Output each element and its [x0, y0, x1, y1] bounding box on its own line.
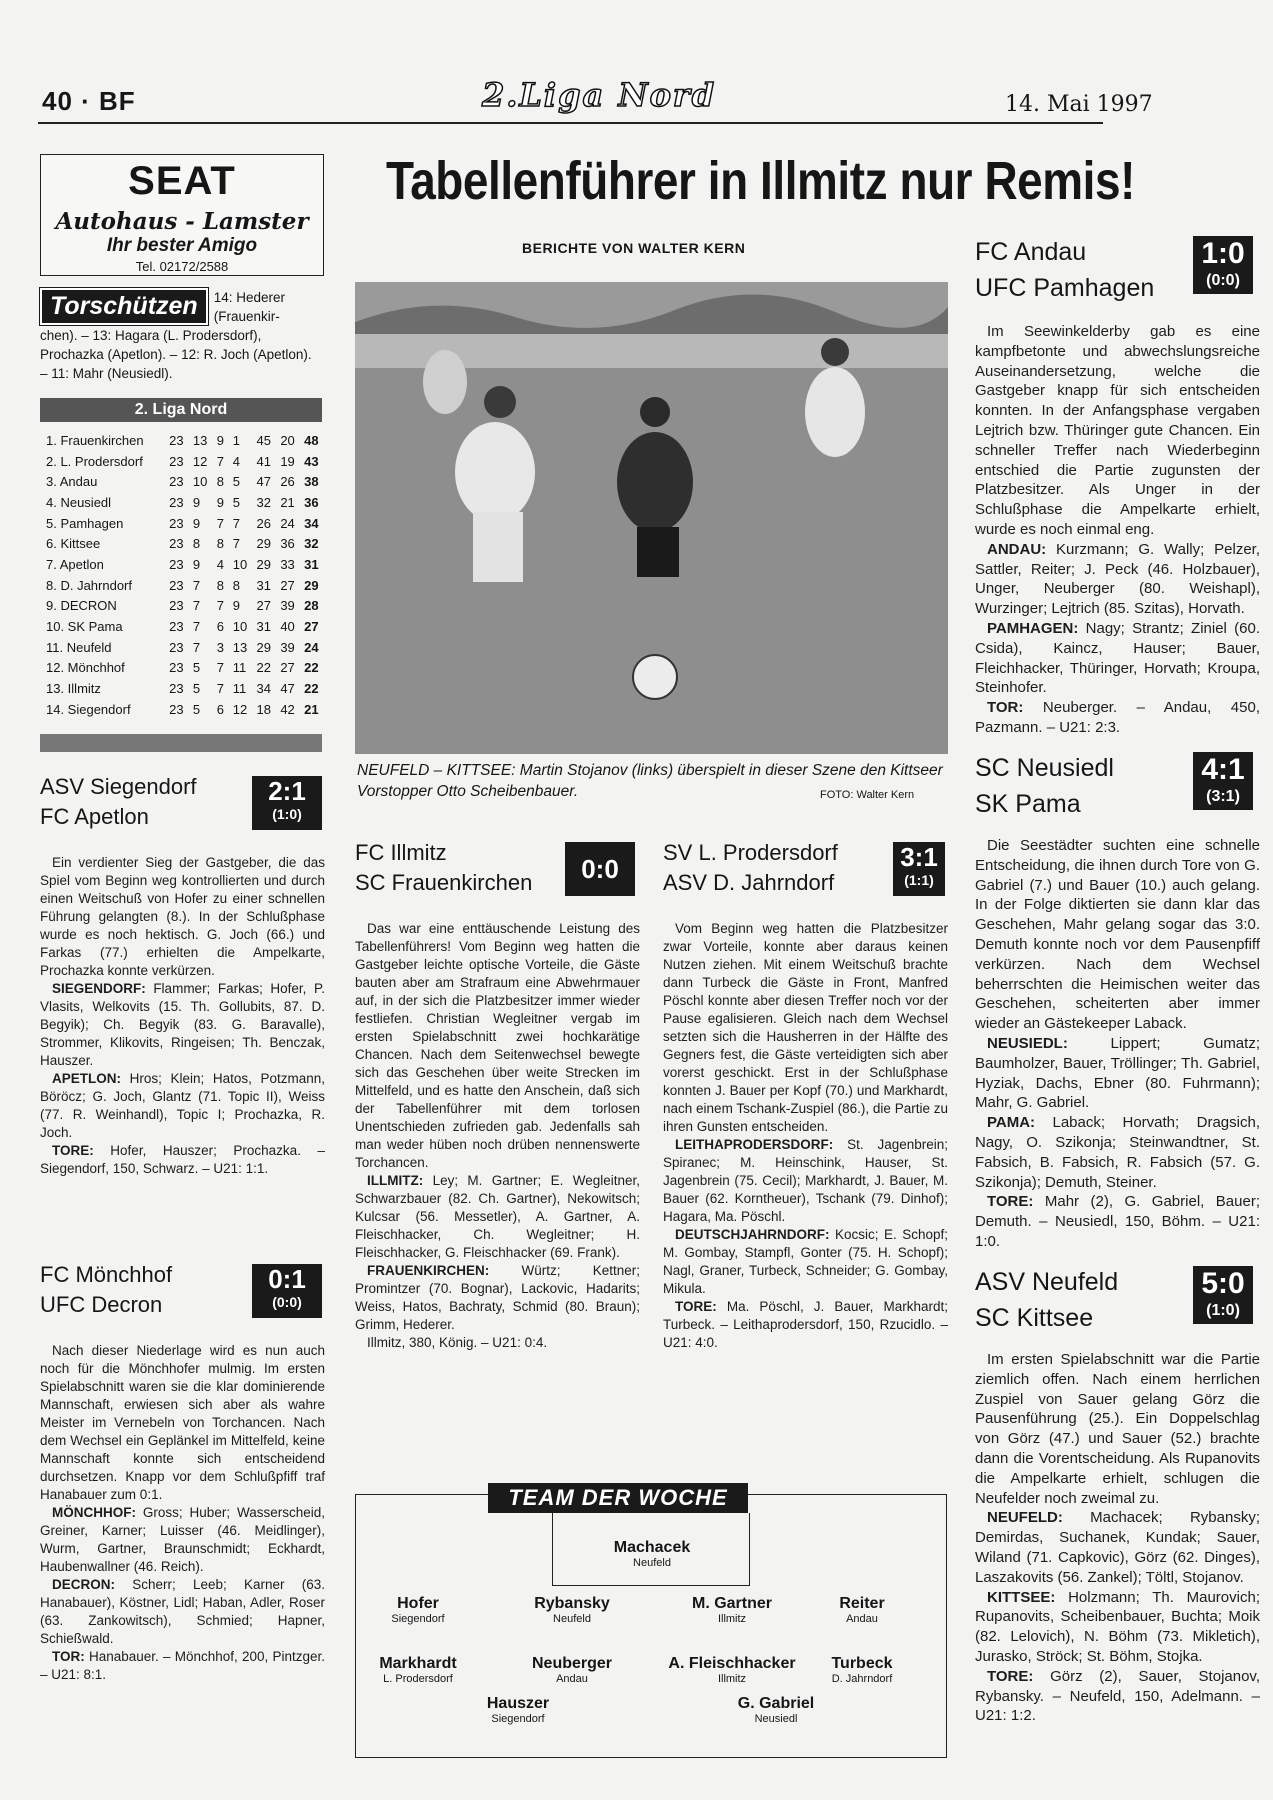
stat-cell: 12 — [232, 701, 248, 717]
player-club: Andau — [556, 1673, 588, 1685]
score-badge — [252, 776, 322, 830]
score-badge — [252, 1264, 322, 1318]
stat-cell: 7 — [216, 598, 224, 614]
stat-cell: 26 — [256, 515, 271, 531]
report-text: Ein verdienter Sieg der Gastgeber, die das Spiel vom Beginn weg kontrollierten und durch einen Weitschuß von Hofer zu einer schnellen Führung gelangten (8.). In der Schlußphase wurde es noch hektisch. G. Joch (66.) und Farkas (77.) erhielten die Ampelkarte, Prochazka konnte verkürzen. — [40, 855, 325, 978]
stat-cell: 23 — [169, 453, 184, 469]
standings-row — [44, 575, 326, 596]
match-photo — [355, 282, 948, 754]
team-name: 14. Siegendorf — [46, 701, 131, 717]
standings-row — [44, 637, 326, 658]
stat-cell: 23 — [169, 660, 184, 676]
score: 0:1 — [268, 1264, 306, 1294]
standings-table — [44, 430, 326, 720]
team-of-week-player — [792, 1595, 932, 1625]
match-moenchhof — [40, 1260, 325, 1684]
report-text: Im ersten Spielabschnitt war die Partie ziemlich offen. Nach einem herrlichen Zuspiel von Sauer gelang Görz die Pausenführung (25.). Ein Doppelschlag von Görz (47.) und Sauer (52.) brachte dann die Vorentscheidung. Als Rupanovits die Ampelkarte erhielt, schlugen die Neufelder noch zweimal zu. — [975, 1351, 1260, 1507]
stat-cell: 23 — [169, 432, 184, 448]
lineup-label: NEUFELD: — [987, 1509, 1063, 1527]
stat-cell: 8 — [216, 536, 224, 552]
player-club: Neufeld — [633, 1557, 671, 1569]
home-team: FC Andau — [975, 238, 1087, 266]
stat-cell: 27 — [280, 577, 295, 593]
stat-cell: 23 — [169, 639, 184, 655]
goals: Görz (2), Sauer, Stojanov, Rybansky. – Neufeld, 150, Adelmann. – U21: 1:2. — [975, 1667, 1260, 1725]
team-name: 8. D. Jahrndorf — [46, 577, 132, 593]
points: 36 — [304, 494, 319, 510]
lineup: Würtz; Kettner; Promintzer (70. Bognar), Lackovic, Hadarits; Weiss, Hatos, Bachraty, Schmid (80. Braun); Grimm, Hederer. — [355, 1263, 640, 1332]
stat-cell: 33 — [280, 556, 295, 572]
player-club: Siegendorf — [491, 1713, 545, 1725]
lineup-label: DEUTSCHJAHRNDORF: — [675, 1227, 830, 1242]
stat-cell: 23 — [169, 681, 184, 697]
score-badge — [1193, 236, 1253, 294]
match-prodersdorf — [663, 838, 948, 1352]
player-club: D. Jahrndorf — [831, 1673, 893, 1685]
score: 2:1 — [268, 776, 306, 806]
stat-cell: 22 — [256, 660, 271, 676]
player-club: Illmitz — [717, 1613, 747, 1625]
header-rule — [38, 122, 1103, 124]
player-club: Neufeld — [553, 1613, 591, 1625]
scorers-box — [40, 288, 322, 383]
standings-row — [44, 596, 326, 617]
lineup: Scherr; Leeb; Karner (63. Hanabauer), Köstner, Lidl; Haban, Adler, Roser (63. Zankowitsch), Schmied; Hapner, Schießwald. — [40, 1577, 325, 1646]
stat-cell: 7 — [192, 577, 201, 593]
team-name: 9. DECRON — [46, 598, 117, 614]
stat-cell: 23 — [169, 515, 184, 531]
stat-cell: 7 — [232, 515, 240, 531]
stat-cell: 42 — [280, 701, 295, 717]
player-club: Illmitz — [717, 1673, 747, 1685]
player-club: Siegendorf — [391, 1613, 445, 1625]
stat-cell: 23 — [169, 598, 184, 614]
stat-cell: 5 — [232, 474, 240, 490]
team-name: 1. Frauenkirchen — [46, 432, 144, 448]
player-name: Hauszer — [486, 1695, 550, 1712]
goals: Ma. Pöschl, J. Bauer, Markhardt; Turbeck. – Leithaprodersdorf, 150, Rzucidlo. – U21: 4:0. — [663, 1299, 948, 1350]
stat-cell: 7 — [192, 598, 201, 614]
stat-cell: 3 — [216, 639, 224, 655]
caption-text: NEUFELD – KITTSEE: Martin Stojanov (links) überspielt in dieser Szene den Kittseer Vorstopper Otto Scheibenbauer. — [357, 762, 943, 800]
standings-row — [44, 699, 326, 720]
stat-cell: 23 — [169, 494, 184, 510]
team-name: 4. Neusiedl — [46, 494, 112, 510]
stat-cell: 9 — [216, 494, 224, 510]
lineup-label: SIEGENDORF: — [52, 981, 146, 996]
team-name: 12. Mönchhof — [46, 660, 125, 676]
player-name: Rybansky — [534, 1595, 610, 1612]
lineup-label: MÖNCHHOF: — [52, 1505, 136, 1520]
score-badge — [893, 842, 945, 896]
lineup-label: LEITHAPRODERSDORF: — [675, 1137, 834, 1152]
player-club: Andau — [846, 1613, 878, 1625]
player-club: L. Prodersdorf — [383, 1673, 453, 1685]
stat-cell: 7 — [216, 453, 224, 469]
ad-slogan: Ihr bester Amigo — [106, 235, 258, 256]
team-name: 3. Andau — [46, 474, 98, 490]
stat-cell: 9 — [192, 556, 201, 572]
player-name: A. Fleischhacker — [668, 1655, 796, 1672]
standings-row — [44, 471, 326, 492]
goals: Mahr (2), G. Gabriel, Bauer; Demuth. – Neusiedl, 150, Böhm. – U21: 1:0. — [975, 1193, 1260, 1250]
match-report — [40, 854, 325, 1178]
stat-cell: 9 — [216, 432, 224, 448]
goals: Hofer, Hauszer; Prochazka. – Siegendorf, 150, Schwarz. – U21: 1:1. — [40, 1143, 325, 1176]
lineup: Kocsic; E. Schopf; M. Gombay, Stampfl, Gonter (75. H. Schopf); Nagl, Graner, Turbeck, Schneider; G. Gombay, Mikula. — [663, 1227, 948, 1296]
standings-row — [44, 513, 326, 534]
halftime-score: (1:0) — [272, 806, 302, 822]
team-of-the-week — [355, 1485, 947, 1758]
stat-cell: 24 — [280, 515, 295, 531]
stat-cell: 8 — [216, 474, 224, 490]
goals-label: TORE: — [675, 1299, 717, 1314]
home-team: FC Illmitz — [355, 840, 447, 865]
halftime-score: (0:0) — [1206, 272, 1240, 289]
stat-cell: 40 — [280, 619, 295, 635]
score-badge — [1193, 1266, 1253, 1324]
home-team: FC Mönchhof — [40, 1262, 173, 1287]
team-name: 11. Neufeld — [46, 639, 112, 655]
standings-title: 2. Liga Nord — [40, 398, 322, 422]
photo-credit: FOTO: Walter Kern — [820, 789, 915, 801]
stat-cell: 41 — [256, 453, 271, 469]
team-of-week-player — [582, 1539, 722, 1569]
team-name: 13. Illmitz — [46, 681, 101, 697]
match-neusiedl — [975, 750, 1260, 822]
goals: Neuberger. – Andau, 450, Pazmann. – U21: 2:3. — [975, 699, 1260, 736]
standings-row — [44, 492, 326, 513]
team-name: 5. Pamhagen — [46, 515, 124, 531]
goals-label: TORE: — [52, 1143, 94, 1158]
score: 4:1 — [1201, 753, 1245, 786]
home-team: ASV Siegendorf — [40, 774, 197, 799]
stat-cell: 7 — [216, 681, 224, 697]
ad-dealer: Autohaus - Lamster — [55, 208, 309, 235]
seat-advertisement — [40, 154, 324, 276]
stat-cell: 19 — [280, 453, 295, 469]
points: 43 — [304, 453, 319, 469]
player-name: Hofer — [397, 1595, 439, 1612]
away-team: UFC Pamhagen — [975, 274, 1155, 302]
team-of-week-player — [792, 1655, 932, 1685]
stat-cell: 7 — [192, 619, 201, 635]
goals-label: TORE: — [987, 1667, 1034, 1685]
team-of-week-player — [706, 1695, 846, 1725]
points: 28 — [304, 598, 319, 614]
score: 0:0 — [581, 854, 619, 884]
halftime-score: (3:1) — [1206, 788, 1240, 805]
stat-cell: 5 — [192, 701, 201, 717]
points: 29 — [304, 577, 319, 593]
stat-cell: 23 — [169, 536, 184, 552]
photo-credit-wrap — [820, 783, 914, 806]
stat-cell: 9 — [192, 494, 201, 510]
halftime-score: (0:0) — [272, 1294, 302, 1310]
team-name: 6. Kittsee — [46, 536, 101, 552]
match-andau — [975, 234, 1260, 306]
stat-cell: 20 — [280, 432, 295, 448]
team-name: 7. Apetlon — [46, 556, 104, 572]
away-team: SC Frauenkirchen — [355, 870, 533, 895]
standings-row — [44, 554, 326, 575]
report-text: Im Seewinkelderby gab es eine kampfbetonte und abwechslungsreiche Auseinandersetzung, welche die Gastgeber knapp für sich entscheiden konnten. In der Anfangsphase vergaben Lejtrich bzw. Thüringer gute Chancen. Ein schneller Treffer nach Wiederbeginn entschied die Partie zugunsten der Platzbesitzer. Als Unger in der Schlußphase die Ampelkarte erhielt, wurde es noch einmal eng. — [975, 323, 1260, 538]
lineup-label: APETLON: — [52, 1071, 121, 1086]
stat-cell: 8 — [192, 536, 201, 552]
points: 22 — [304, 681, 319, 697]
stat-cell: 39 — [280, 598, 295, 614]
stat-cell: 7 — [192, 639, 201, 655]
points: 22 — [304, 660, 319, 676]
stat-cell: 27 — [280, 660, 295, 676]
stat-cell: 11 — [232, 660, 247, 676]
stat-cell: 6 — [216, 701, 224, 717]
lineup: Kurzmann; G. Wally; Pelzer, Sattler, Reiter; J. Peck (46. Holzbauer), Unger, Neuberger (80. Weishapl), Wurzinger; Lejtrich (85. Szitas), Horvath. — [975, 540, 1260, 618]
lineup: Ley; M. Gartner; E. Wegleitner, Schwarzbauer (82. Ch. Gartner), Nekowitsch; Kulcsar (56. Messetler), A. Gartner, A. Fleischhacker, Ch. Wegleitner; H. Fleischhacker, G. Fleischhacker (69. Frank). — [355, 1173, 640, 1260]
team-name: 2. L. Prodersdorf — [46, 453, 143, 469]
player-name: Markhardt — [379, 1655, 457, 1672]
stat-cell: 23 — [169, 474, 184, 490]
goals-label: TOR: — [987, 699, 1024, 717]
standings-row — [44, 616, 326, 637]
lineup-label: PAMHAGEN: — [987, 619, 1079, 637]
stat-cell: 39 — [280, 639, 295, 655]
away-team: UFC Decron — [40, 1292, 163, 1317]
player-name: Turbeck — [831, 1655, 893, 1672]
points: 38 — [304, 474, 319, 490]
stat-cell: 7 — [216, 515, 224, 531]
ad-phone: Tel. 02172/2588 — [135, 259, 229, 274]
match-report-neusiedl — [975, 836, 1260, 1252]
player-name: G. Gabriel — [737, 1695, 815, 1712]
halftime-score: (1:0) — [1206, 1302, 1240, 1319]
lineup-label: ILLMITZ: — [367, 1173, 424, 1188]
stat-cell: 47 — [280, 681, 295, 697]
player-club: Neusiedl — [754, 1713, 798, 1725]
stat-cell: 7 — [216, 660, 224, 676]
stat-cell: 5 — [192, 660, 201, 676]
stat-cell: 13 — [232, 639, 248, 655]
byline: BERICHTE VON WALTER KERN — [522, 240, 746, 256]
score-badge — [1193, 752, 1253, 810]
lineup-label: DECRON: — [52, 1577, 115, 1592]
team-of-week-title: TEAM DER WOCHE — [488, 1483, 748, 1513]
stat-cell: 4 — [232, 453, 240, 469]
stat-cell: 10 — [232, 619, 248, 635]
points: 32 — [304, 536, 319, 552]
stat-cell: 1 — [232, 432, 240, 448]
lineup: Gross; Huber; Wasserscheid, Greiner, Karner; Luisser (46. Meidlinger), Wurm, Gartner, Braunschmidt; Eckhardt, Haubenwallner (46. Reich). — [40, 1505, 325, 1574]
standings-row — [44, 430, 326, 451]
scorers-badge: Torschützen — [40, 288, 208, 325]
lineup: St. Jagenbrein; Spiranec; M. Heinschink, Hauser, St. Jagenbrein (75. Cecil); Markhardt, J. Bauer, M. Bauer (62. Korntheuer), Tschank (79. Dinhof); Hagara, Ma. Pöschl. — [663, 1137, 948, 1224]
stat-cell: 5 — [232, 494, 240, 510]
stat-cell: 8 — [216, 577, 224, 593]
team-of-week-player — [662, 1655, 802, 1685]
standings-row — [44, 451, 326, 472]
stat-cell: 27 — [256, 598, 271, 614]
stat-cell: 29 — [256, 536, 271, 552]
stat-cell: 45 — [256, 432, 271, 448]
stat-cell: 23 — [169, 619, 184, 635]
halftime-score: (1:1) — [904, 872, 934, 888]
away-team: ASV D. Jahrndorf — [663, 870, 835, 895]
match-illmitz — [355, 838, 640, 1352]
player-name: M. Gartner — [691, 1595, 772, 1612]
report-text: Nach dieser Niederlage wird es nun auch noch für die Mönchhofer mulmig. Im ersten Spielabschnitt waren sie die klar dominierende Mannschaft, erwiesen sich aber als wahre Meister im Vernebeln von Torchancen. Nach dem Wechsel ein Geplänkel im Mittelfeld, keine Mannschaft konnte sich entscheidend durchsetzen. Knapp vor dem Schlußpfiff traf Hanabauer zum 0:1. — [40, 1343, 325, 1502]
match-report-neufeld — [975, 1350, 1260, 1726]
report-text: Das war eine enttäuschende Leistung des Tabellenführers! Vom Beginn weg hatten die Gastgeber leichte optische Vorteile, die Gäste bauten aber am Strafraum eine Abwehrmauer auf, in der sich die Platzbesitzer immer wieder festliefen. Christian Wegleitner vergab im ersten Spielabschnitt zwei hochkarätige Chancen. Nach dem Seitenwechsel bewegte sich das Geschehen über weite Strecken im Mittelfeld, und es hatte den Anschein, daß sich der Tabellenführer mit dem torlosen Unentschieden zufrieden gab. Jedenfalls sah man weder hüben noch drüben nennenswerte Torchancen. — [355, 921, 640, 1170]
team-of-week-player — [448, 1695, 588, 1725]
stat-cell: 31 — [256, 619, 271, 635]
team-of-week-player — [502, 1595, 642, 1625]
lineup: Lippert; Gumatz; Baumholzer, Bauer, Tröllinger; Th. Gabriel, Hyziak, Dachs, Ebner (80. Fuhrmann); Mahr, G. Gabriel. — [975, 1034, 1260, 1112]
lineup: Machacek; Rybansky; Demirdas, Suchanek, Kundak; Sauer, Wiland (71. Capkovic), Görz (62. Dinges), Laszakovits (56. Zankel); Töltl, Stojanov. — [975, 1509, 1260, 1586]
team-name: 10. SK Pama — [46, 619, 123, 635]
headline: Tabellenführer in Illmitz nur Remis! — [386, 151, 1135, 211]
scorers-text: chen). – 13: Hagara (L. Prodersdorf), Prochazka (Apetlon). – 12: R. Joch (Apetlon). – 11: Mahr (Neusiedl). — [40, 328, 312, 381]
standings-row — [44, 658, 326, 679]
section-title: 2.Liga Nord — [482, 76, 717, 114]
stat-cell: 11 — [232, 681, 247, 697]
lineup: Laback; Horvath; Dragsich, Nagy, O. Szikonja; Steinwandtner, St. Fabsich, B. Fabsich, R. Fabsich (57. G. Szikonja); Demuth, Steiner. — [975, 1114, 1260, 1191]
issue-date: 14. Mai 1997 — [1005, 92, 1153, 117]
stat-cell: 10 — [192, 474, 208, 490]
team-of-week-player — [662, 1595, 802, 1625]
goals-label: TOR: — [52, 1649, 85, 1664]
team-of-week-player — [348, 1595, 488, 1625]
home-team: SV L. Prodersdorf — [663, 840, 838, 865]
score: 1:0 — [1201, 237, 1245, 270]
goals: Hanabauer. – Mönchhof, 200, Pintzger. – U21: 8:1. — [40, 1649, 325, 1682]
report-text: Die Seestädter suchten eine schnelle Entscheidung, die ihnen durch Tore von G. Gabriel (7.) und Bauer (10.) auch gelang. In der Folge diktierten sie dann klar das Geschehen, Mahr gelang sogar das 3:0. Demuth konnte noch vor dem Pausenpfiff verkürzen. Nach dem Wechsel beherrschten die Heimischen weiter das Geschehen, scheiterten aber immer wieder an Gästekeeper Laback. — [975, 837, 1260, 1033]
team-of-week-player — [502, 1655, 642, 1685]
score-badge — [565, 842, 635, 896]
lineup: Flammer; Farkas; Hofer, P. Vlasits, Welkovits (15. Th. Gollubits, 87. D. Begyik); Ch. Begyik (83. G. Baravalle), Strommer, Klikovits, Ringeisen; Th. Benczak, Hauszer. — [40, 981, 325, 1068]
stat-cell: 29 — [256, 639, 271, 655]
match-report — [40, 1342, 325, 1684]
lineup-label: ANDAU: — [987, 540, 1047, 558]
stat-cell: 7 — [232, 536, 240, 552]
stat-cell: 8 — [232, 577, 240, 593]
standings-row — [44, 533, 326, 554]
points: 24 — [304, 639, 319, 655]
stat-cell: 6 — [216, 619, 224, 635]
lineup-label: PAMA: — [987, 1114, 1036, 1132]
stat-cell: 26 — [280, 474, 295, 490]
match-neufeld — [975, 1264, 1260, 1336]
points: 48 — [304, 432, 319, 448]
stat-cell: 32 — [256, 494, 271, 510]
lineup-label: KITTSEE: — [987, 1588, 1056, 1606]
stat-cell: 18 — [256, 701, 271, 717]
lineup: Holzmann; Th. Maurovich; Rupanovits, Scheibenbauer, Buchta; Moik (82. Lelovich), N. Böhm (73. Mikletich), Jurasko, Ströck; St. Böhm, Stojka. — [975, 1588, 1260, 1665]
stat-cell: 23 — [169, 556, 184, 572]
lineup-label: NEUSIEDL: — [987, 1034, 1068, 1052]
away-team: FC Apetlon — [40, 804, 149, 829]
stat-cell: 47 — [256, 474, 271, 490]
report-text: Vom Beginn weg hatten die Platzbesitzer zwar Vorteile, konnte aber daraus keinen Nutzen ziehen. Mit einem Weitschuß brachte dann Turbeck die Gäste in Front, Manfred Pöschl konnte aber diesen Treffer noch vor der Pause egalisieren. Gleich nach dem Wechsel setzten sich die Hausherren in der Hälfte des Gegners fest, die Gäste verteidigten sich aber vorerst geschickt. Erst in der Schlußphase konnten J. Bauer per Kopf (70.) und Markhardt, nach einem Tschank-Zuspiel (86.), die Partie zu ihren Gunsten entscheiden. — [663, 921, 948, 1134]
points: 31 — [304, 556, 319, 572]
player-name: Reiter — [839, 1595, 885, 1612]
stat-cell: 34 — [256, 681, 271, 697]
stat-cell: 31 — [256, 577, 271, 593]
stat-cell: 10 — [232, 556, 248, 572]
lineup-label: FRAUENKIRCHEN: — [367, 1263, 490, 1278]
match-siegendorf — [40, 772, 325, 1178]
page-number: 40 · BF — [42, 86, 136, 116]
home-team: SC Neusiedl — [975, 754, 1114, 782]
points: 34 — [304, 515, 319, 531]
player-name: Machacek — [613, 1539, 691, 1556]
stat-cell: 29 — [256, 556, 271, 572]
away-team: SK Pama — [975, 790, 1081, 818]
stat-cell: 5 — [192, 681, 201, 697]
table-footer-bar — [40, 734, 322, 752]
points: 21 — [304, 701, 319, 717]
stat-cell: 23 — [169, 577, 184, 593]
points: 27 — [304, 619, 319, 635]
stat-cell: 23 — [169, 701, 184, 717]
standings-row — [44, 678, 326, 699]
scorers-head: 14: Hederer (Frauenkir- — [213, 290, 285, 324]
match-report — [663, 920, 948, 1352]
goals-label: TORE: — [987, 1193, 1034, 1211]
stat-cell: 9 — [232, 598, 240, 614]
photo-illustration — [355, 282, 948, 754]
match-report-andau — [975, 322, 1260, 738]
team-of-week-player — [348, 1655, 488, 1685]
ad-brand: SEAT — [128, 159, 236, 203]
player-name: Neuberger — [531, 1655, 613, 1672]
match-report — [355, 920, 640, 1352]
lineup: Hros; Klein; Hatos, Potzmann, Böröcz; G. Joch, Glantz (71. Topic II), Weiss (77. R. Weinhandl), Topic I; Prochazka, R. Joch. — [40, 1071, 325, 1140]
stat-cell: 12 — [192, 453, 208, 469]
stat-cell: 21 — [280, 494, 295, 510]
stat-cell: 4 — [216, 556, 224, 572]
lineup: Nagy; Strantz; Ziniel (60. Csida), Kaincz, Hauser; Bauer, Fleichhacker, Thüringer, Horvath; Kroupa, Steinhofer. — [975, 619, 1260, 697]
stat-cell: 9 — [192, 515, 201, 531]
score: 3:1 — [900, 842, 938, 872]
score: 5:0 — [1201, 1267, 1245, 1300]
away-team: SC Kittsee — [975, 1304, 1094, 1332]
stat-cell: 36 — [280, 536, 295, 552]
stat-cell: 13 — [192, 432, 208, 448]
home-team: ASV Neufeld — [975, 1268, 1119, 1296]
goals: Illmitz, 380, König. – U21: 0:4. — [367, 1335, 548, 1350]
